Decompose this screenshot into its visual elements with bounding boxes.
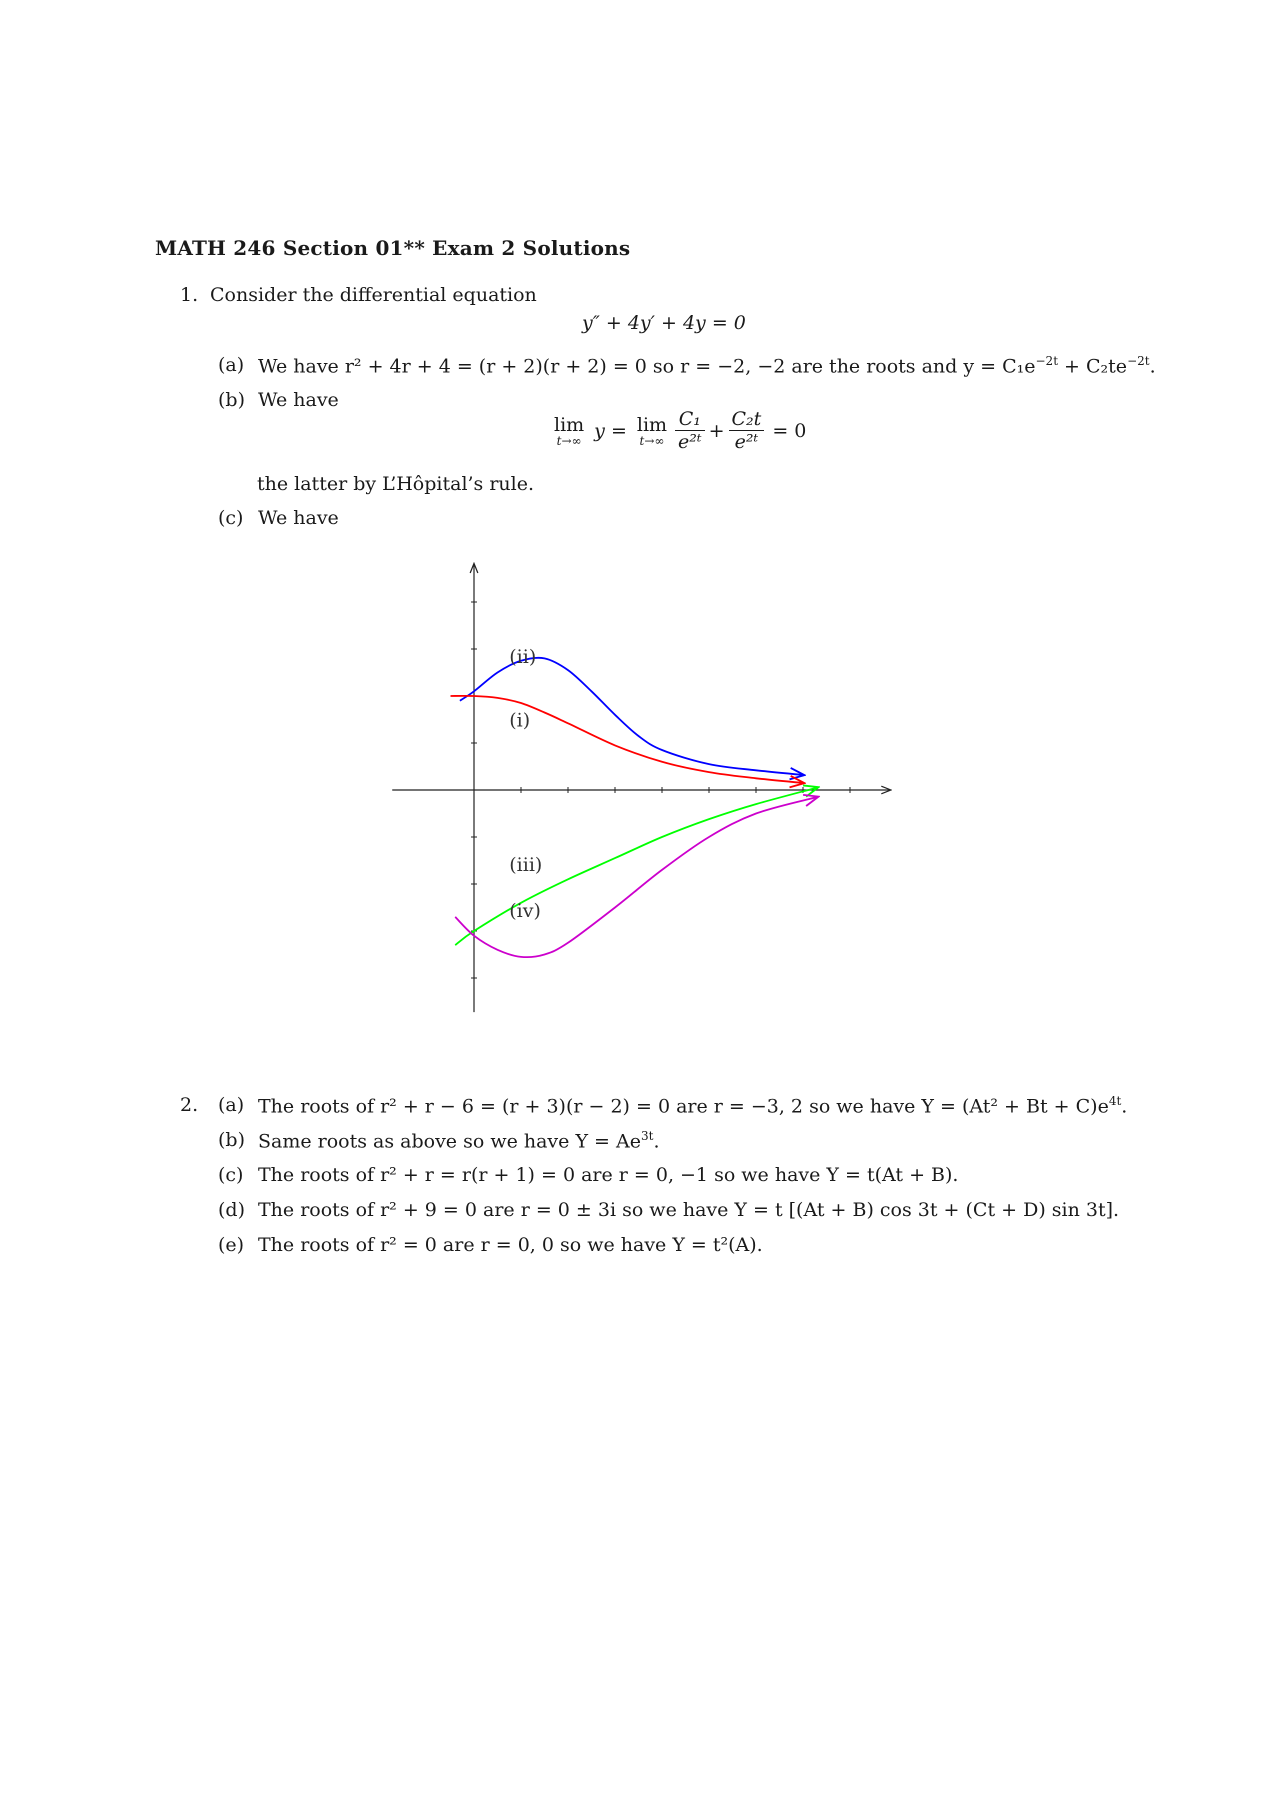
part-2a-text [258, 1094, 1127, 1117]
part-1b-note: the latter by L’Hôpital’s rule. [257, 473, 535, 495]
part-2c-text: The roots of r² + r = r(r + 1) = 0 are r = 0, −1 so we have Y = t(At + B). [258, 1164, 959, 1186]
part-2a-label: (a) [218, 1094, 245, 1116]
part-1a-label: (a) [218, 354, 245, 376]
part-2d-text: The roots of r² + 9 = 0 are r = 0 ± 3i so we have Y = t [(At + B) cos 3t + (Ct + D) sin 3t]. [258, 1199, 1120, 1221]
differential-equation: y″ + 4y′ + 4y = 0 [582, 312, 746, 334]
part-1a-main: We have r² + 4r + 4 = (r + 2)(r + 2) = 0 so r = −2, −2 are the roots and y = C₁e [258, 355, 1036, 378]
curve-label-i: (i) [509, 709, 531, 732]
part-1b-text: We have [258, 389, 339, 411]
limit-result: = 0 [772, 419, 807, 442]
part-2a-main: The roots of r² + r − 6 = (r + 3)(r − 2) = 0 are r = −3, 2 so we have Y = (At² + Bt + C)e [258, 1095, 1109, 1118]
part-1a-exp2: −2t [1127, 354, 1150, 368]
part-1a-end: . [1149, 355, 1156, 378]
problem-1-intro: Consider the differential equation [210, 284, 537, 306]
lim-sub-2: t→∞ [639, 433, 665, 448]
problem-2-number: 2. [180, 1094, 199, 1116]
part-2d-label: (d) [218, 1199, 245, 1221]
fraction-2-den: e²ᵗ [734, 431, 759, 453]
lim-word-1: lim [554, 413, 585, 436]
part-1c-text: We have [258, 507, 339, 529]
curve-label-ii: (ii) [509, 646, 537, 669]
part-1c-label: (c) [218, 507, 244, 529]
problem-1-number: 1. [180, 284, 199, 306]
fraction-2-num: C₂t [729, 408, 765, 431]
page-title: MATH 246 Section 01** Exam 2 Solutions [155, 236, 631, 260]
part-2b-exp: 3t [640, 1129, 654, 1143]
part-1a-exp1: −2t [1035, 354, 1059, 368]
part-1a-mid: + C₂te [1058, 355, 1128, 378]
curve-iv [455, 797, 817, 957]
part-2e-label: (e) [218, 1234, 245, 1256]
part-2e-text: The roots of r² = 0 are r = 0, 0 so we have Y = t²(A). [258, 1234, 763, 1256]
curve-label-iv: (iv) [509, 899, 541, 922]
part-2a-exp: 4t [1108, 1094, 1122, 1108]
plus-sign: + [708, 419, 725, 442]
fraction-1-num: C₁ [675, 408, 705, 431]
part-2b-label: (b) [218, 1129, 245, 1151]
part-2b-text [258, 1129, 659, 1152]
chart-labels [509, 646, 542, 922]
fraction-1-den: e²ᵗ [678, 431, 702, 453]
part-2a-end: . [1121, 1095, 1128, 1118]
part-2b-end: . [653, 1130, 660, 1153]
lim-word-2: lim [636, 413, 668, 436]
part-1b-label: (b) [218, 389, 245, 411]
part-2c-label: (c) [218, 1164, 244, 1186]
lim-sub-1: t→∞ [556, 433, 582, 448]
chart-curves [451, 658, 818, 957]
part-2b-main: Same roots as above so we have Y = Ae [258, 1130, 641, 1153]
y-equals: y = [594, 419, 627, 442]
curve-label-iii: (iii) [509, 853, 543, 876]
